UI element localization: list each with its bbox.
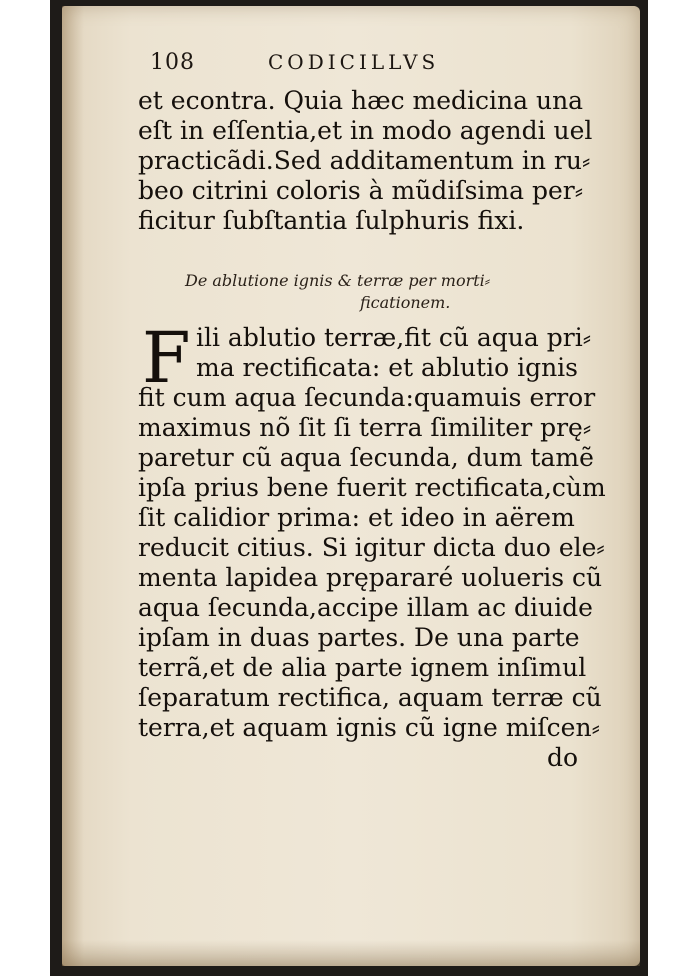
text-line: eſt in eſſentia,et in modo agendi uel <box>138 116 593 145</box>
text-line: maximus nõ ſit ſi terra ſimiliter prę⸗ <box>138 413 592 442</box>
text-line: ſit calidior prima: et ideo in aërem <box>138 503 575 532</box>
text-line: paretur cũ aqua ſecunda, dum tamẽ <box>138 443 594 472</box>
section-heading-line-2: ficationem. <box>360 293 451 312</box>
text-line: menta lapidea prępararé uolueris cũ <box>138 563 603 592</box>
text-line: aqua ſecunda,accipe illam ac diuide <box>138 593 593 622</box>
catchword: do <box>546 743 578 772</box>
running-head <box>150 50 570 82</box>
text-line: terrã,et de alia parte ignem inſimul <box>138 653 587 682</box>
text-line: ipſam in duas partes. De una parte <box>138 623 580 652</box>
section-heading <box>185 270 585 314</box>
text-line: terra,et aquam ignis cũ igne miſcen⸗ <box>138 713 600 742</box>
text-line: et econtra. Quia hæc medicina una <box>138 86 584 115</box>
text-line: fit cum aqua ſecunda:quamuis error <box>138 383 596 412</box>
text-line: ficitur ſubſtantia ſulphuris fixi. <box>138 206 525 235</box>
section-heading-line-1: De ablutione ignis & terræ per morti⸗ <box>185 271 491 290</box>
section-body <box>138 317 608 773</box>
text-line: beo citrini coloris à mũdiſsima per⸗ <box>138 176 584 205</box>
running-title: CODICILLVS <box>268 50 440 74</box>
page-bottom-edge <box>62 940 640 966</box>
text-line: ipſa prius bene fuerit rectificata,cùm <box>138 473 606 502</box>
text-line: ſeparatum rectifica, aquam terræ cũ <box>138 683 602 712</box>
page-number: 108 <box>150 50 195 75</box>
text-line: ma rectificata: et ablutio ignis <box>196 353 579 382</box>
page-gutter-shade <box>62 6 84 966</box>
text-line: practicãdi.Sed additamentum in ru⸗ <box>138 146 591 175</box>
drop-cap: F <box>142 317 191 399</box>
text-line: ili ablutio terræ,fit cũ aqua pri⸗ <box>196 323 592 352</box>
text-line: reducit citius. Si igitur dicta duo ele⸗ <box>138 533 605 562</box>
paragraph-top <box>138 86 593 236</box>
